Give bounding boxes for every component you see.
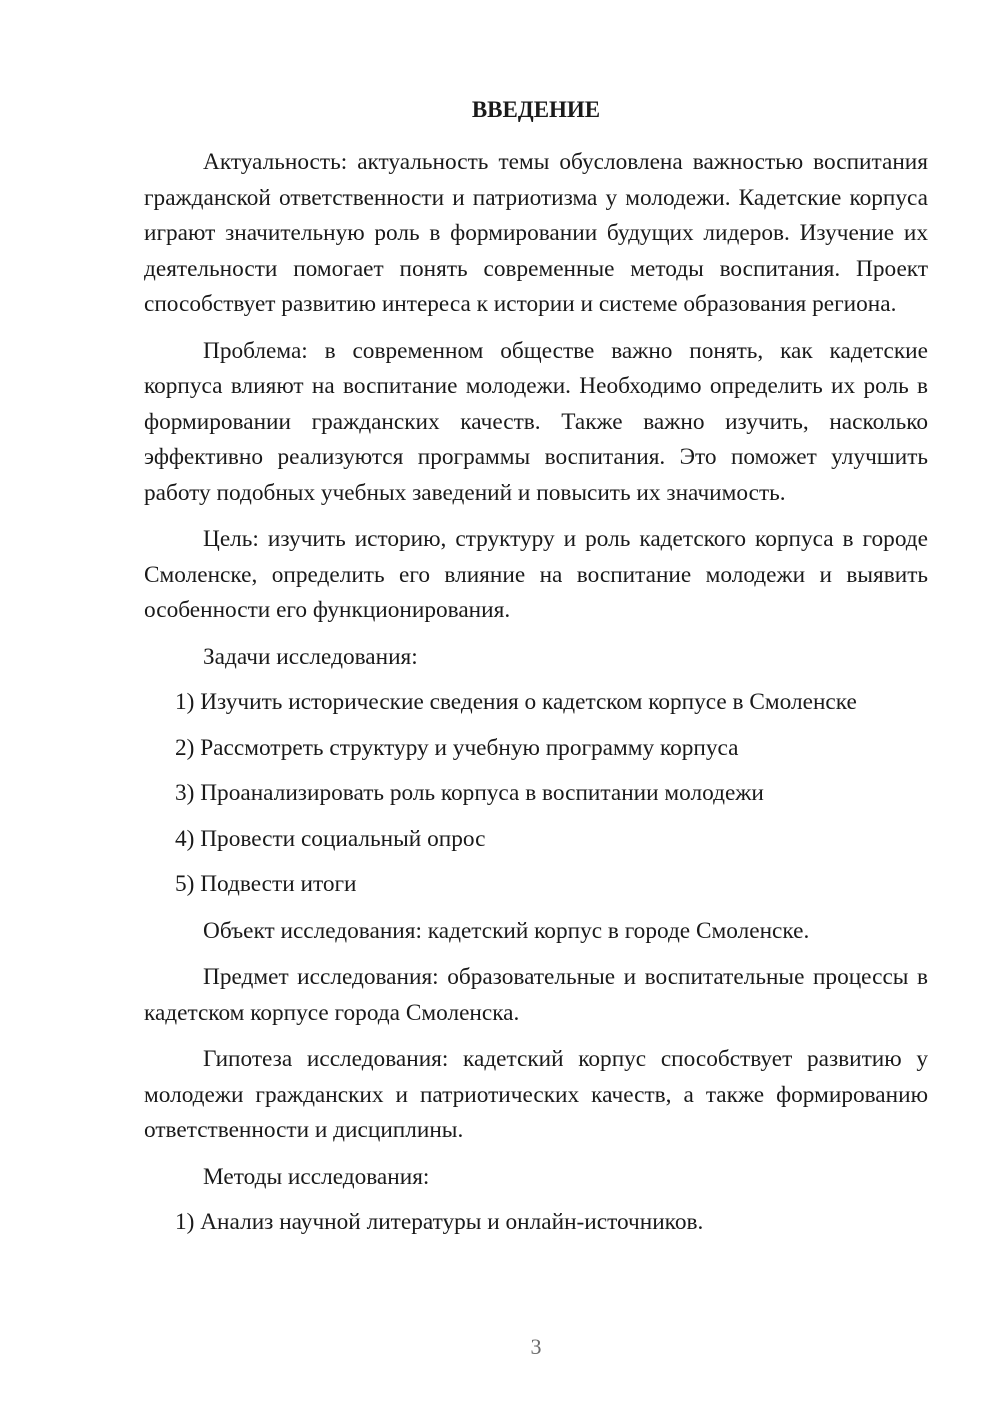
- subject-paragraph: Предмет исследования: образовательные и воспитательные процессы в кадетском корпусе города Смоленска.: [144, 964, 928, 1026]
- relevance-paragraph: Актуальность: актуальность темы обусловлена важностью воспитания гражданской ответственности и патриотизма у молодежи. Кадетские корпуса играют значительную роль в формировании будущих лидеров. Изучение их деятельности помогает понять современные методы воспитания. Проект способствует развитию интереса к истории и системе образования региона.: [144, 149, 928, 317]
- section-heading: ВВЕДЕНИЕ: [471, 97, 601, 122]
- goal-paragraph: Цель: изучить историю, структуру и роль кадетского корпуса в городе Смоленске, определить его влияние на воспитание молодежи и выявить особенности его функционирования.: [144, 526, 928, 623]
- page-number: 3: [530, 1334, 542, 1359]
- hypothesis-paragraph: Гипотеза исследования: кадетский корпус способствует развитию у молодежи гражданских и патриотических качеств, а также формированию ответственности и дисциплины.: [144, 1046, 928, 1143]
- methods-title: Методы исследования:: [203, 1163, 430, 1190]
- tasks-title: Задачи исследования:: [203, 643, 418, 670]
- method-item: 1) Анализ научной литературы и онлайн-источников.: [175, 1209, 704, 1235]
- problem-paragraph: Проблема: в современном обществе важно понять, как кадетские корпуса влияют на воспитание молодежи. Необходимо определить их роль в формировании гражданских качеств. Также важно изучить, насколько эффективно реализуются программы воспитания. Это поможет улучшить работу подобных учебных заведений и повысить их значимость.: [144, 337, 928, 506]
- task-item: 3) Проанализировать роль корпуса в воспитании молодежи: [175, 780, 764, 806]
- task-item: 4) Провести социальный опрос: [175, 825, 486, 852]
- task-item: 5) Подвести итоги: [175, 871, 357, 897]
- task-item: 1) Изучить исторические сведения о кадетском корпусе в Смоленске: [175, 689, 857, 715]
- object-paragraph: Объект исследования: кадетский корпус в городе Смоленске.: [203, 917, 810, 944]
- document-page: [144, 92, 928, 1241]
- task-item: 2) Рассмотреть структуру и учебную программу корпуса: [175, 734, 739, 761]
